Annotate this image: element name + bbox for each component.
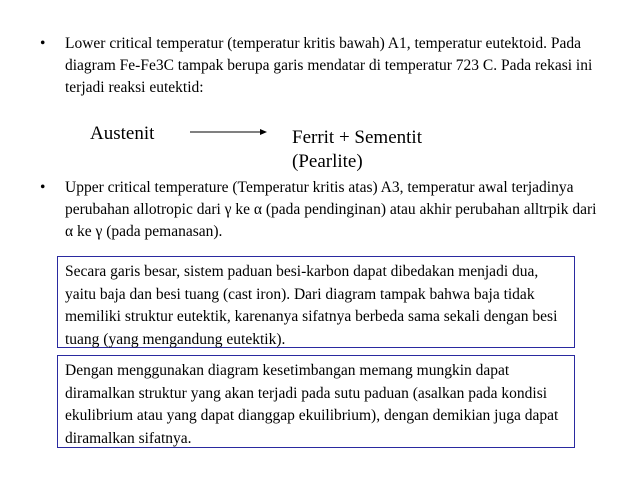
bullet-marker: • bbox=[40, 35, 46, 52]
bullet-lower-critical-temperature bbox=[40, 33, 600, 99]
note-box-iron-carbon-system: Secara garis besar, sistem paduan besi-karbon dapat dibedakan menjadi dua, yaitu baja dan besi tuang (cast iron). Dari diagram tampak bahwa baja tidak memiliki struktur eutektik, karenanya sifatnya berbeda sama sekali dengan besi tuang (yang mengandung eutektik). bbox=[57, 256, 575, 348]
bullet-marker: • bbox=[40, 179, 46, 196]
bullet-upper-critical-temperature bbox=[40, 177, 600, 243]
bullet-text: Upper critical temperature (Temperatur kritis atas) A3, temperatur awal terjadinya perubahan allotropic dari γ ke α (pada pendinginan) atau akhir perubahan alltrpik dari α ke γ (pada pemanasan). bbox=[65, 179, 597, 240]
bullet-text: Lower critical temperatur (temperatur kritis bawah) A1, temperatur eutektoid. Pada diagram Fe-Fe3C tampak berupa garis mendatar di temperatur 723 C. Pada rekasi ini terjadi reaksi eutektid: bbox=[65, 35, 593, 96]
reaction-product-line2: (Pearlite) bbox=[292, 151, 363, 172]
note-box-equilibrium-diagram: Dengan menggunakan diagram kesetimbangan memang mungkin dapat diramalkan struktur yang akan terjadi pada sutu paduan (asalkan pada kondisi ekulibrium atau yang dapat dianggap ekuilibrium), dengan demikian juga dapat diramalkan sifatnya. bbox=[57, 355, 575, 448]
reaction-product-line1: Ferrit + Sementit bbox=[292, 127, 422, 148]
reaction-reactant: Austenit bbox=[90, 123, 155, 144]
reaction-products bbox=[292, 126, 422, 174]
reaction-arrow-icon bbox=[190, 127, 268, 137]
